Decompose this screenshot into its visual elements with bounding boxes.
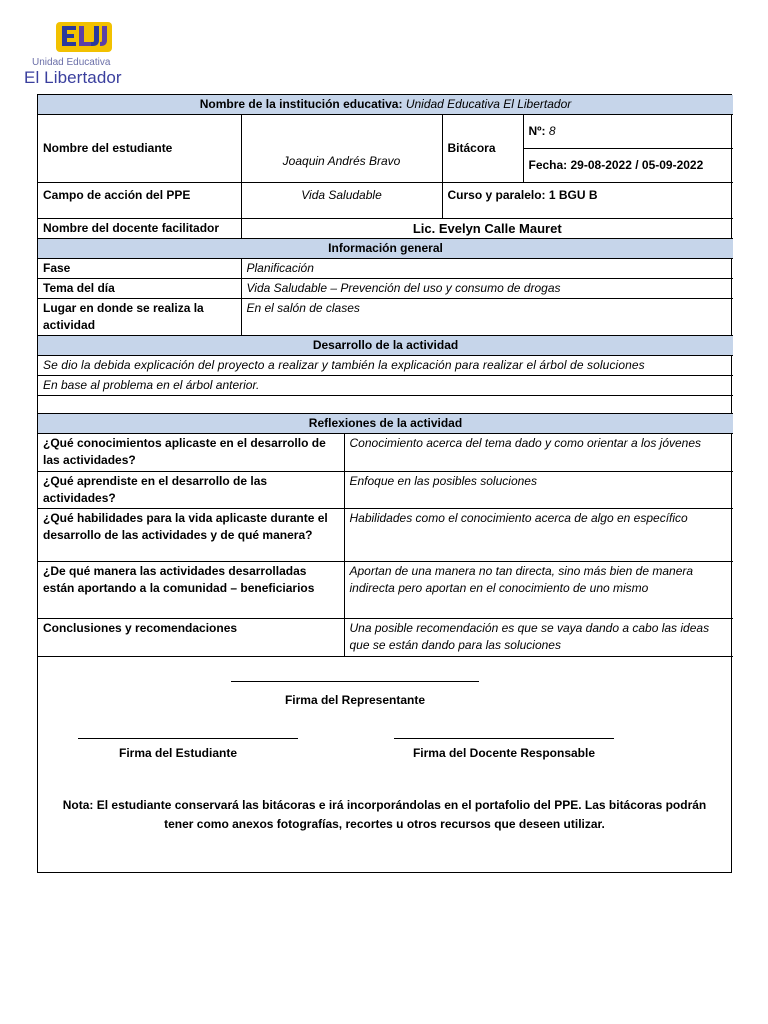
bitacora-label: Bitácora [442,115,523,183]
desarrollo-line-2: En base al problema en el árbol anterior. [38,376,733,396]
bitacora-form [37,94,732,873]
reflexion-question: ¿Qué habilidades para la vida aplicaste durante el desarrollo de las actividades y de qué manera? [38,509,344,562]
desarrollo-line-1: Se dio la debida explicación del proyecto a realizar y también la explicación para realizar el árbol de soluciones [38,356,733,376]
school-logo-icon [52,20,116,54]
docente-value: Lic. Evelyn Calle Mauret [241,219,733,239]
student-name: Joaquin Andrés Bravo [241,115,442,183]
number-value: 8 [548,124,556,138]
desarrollo-title: Desarrollo de la actividad [38,336,733,356]
reflexion-question: ¿De qué manera las actividades desarrolladas están aportando a la comunidad – beneficiarios [38,562,344,619]
form-table [38,95,733,657]
docente-row [38,219,733,239]
estudiante-signature-label: Firma del Estudiante [118,746,238,760]
institution-label: Nombre de la institución educativa: [199,97,403,111]
reflexion-question: Conclusiones y recomendaciones [38,619,344,657]
institution-row [38,95,733,115]
representante-signature-label: Firma del Representante [284,693,426,707]
representante-signature-line [231,681,479,682]
general-row-value: Planificación [241,259,733,279]
number-label: Nº: [528,124,546,138]
desarrollo-row [38,356,733,376]
footnote-text: Nota: El estudiante conservará las bitácoras e irá incorporándolas en el portafolio del PPE. Las bitácoras podrán tener como anexos fotografías, recortes u otros recursos que deseen utilizar. [62,798,707,831]
logo-subtitle: Unidad Educativa [32,57,111,68]
reflexion-answer: Enfoque en las posibles soluciones [344,472,733,509]
student-label: Nombre del estudiante [38,115,241,183]
desarrollo-row [38,376,733,396]
general-title-row [38,239,733,259]
logo-title: El Libertador [24,68,122,87]
reflexion-row [38,619,733,657]
reflexion-answer: Aportan de una manera no tan directa, sino más bien de manera indirecta pero aportan en el conocimiento de uno mismo [344,562,733,619]
reflexion-answer: Habilidades como el conocimiento acerca de algo en específico [344,509,733,562]
general-row-label: Fase [38,259,241,279]
reflexion-row [38,509,733,562]
general-row-value: En el salón de clases [241,299,733,336]
docente-signature-line [394,738,614,739]
reflexion-row [38,434,733,472]
signature-area [38,657,731,883]
general-row-value: Vida Saludable – Prevención del uso y consumo de drogas [241,279,733,299]
general-row-label: Lugar en donde se realiza la actividad [38,299,241,336]
bitacora-number [523,115,733,149]
reflexiones-title-row [38,414,733,434]
reflexion-answer: Una posible recomendación es que se vaya dando a cabo las ideas que se están dando para las soluciones [344,619,733,657]
institution-header [38,95,733,115]
campo-value: Vida Saludable [241,183,442,219]
school-logo [22,20,132,90]
general-row-label: Tema del día [38,279,241,299]
reflexion-row [38,562,733,619]
institution-value: Unidad Educativa El Libertador [405,97,572,111]
docente-label: Nombre del docente facilitador [38,219,241,239]
reflexion-question: ¿Qué aprendiste en el desarrollo de las actividades? [38,472,344,509]
student-row [38,115,733,149]
empty-cell [38,396,733,414]
reflexion-row [38,472,733,509]
empty-row [38,396,733,414]
reflexion-answer: Conocimiento acerca del tema dado y como orientar a los jóvenes [344,434,733,472]
reflexion-question: ¿Qué conocimientos aplicaste en el desarrollo de las actividades? [38,434,344,472]
general-row [38,279,733,299]
campo-label: Campo de acción del PPE [38,183,241,219]
estudiante-signature-line [78,738,298,739]
footnote [48,796,721,834]
general-title: Información general [38,239,733,259]
campo-row [38,183,733,219]
reflexiones-title: Reflexiones de la actividad [38,414,733,434]
general-row [38,299,733,336]
date-field: Fecha: 29-08-2022 / 05-09-2022 [523,149,733,183]
curso-field: Curso y paralelo: 1 BGU B [442,183,733,219]
general-row [38,259,733,279]
docente-signature-label: Firma del Docente Responsable [412,746,596,760]
desarrollo-title-row [38,336,733,356]
